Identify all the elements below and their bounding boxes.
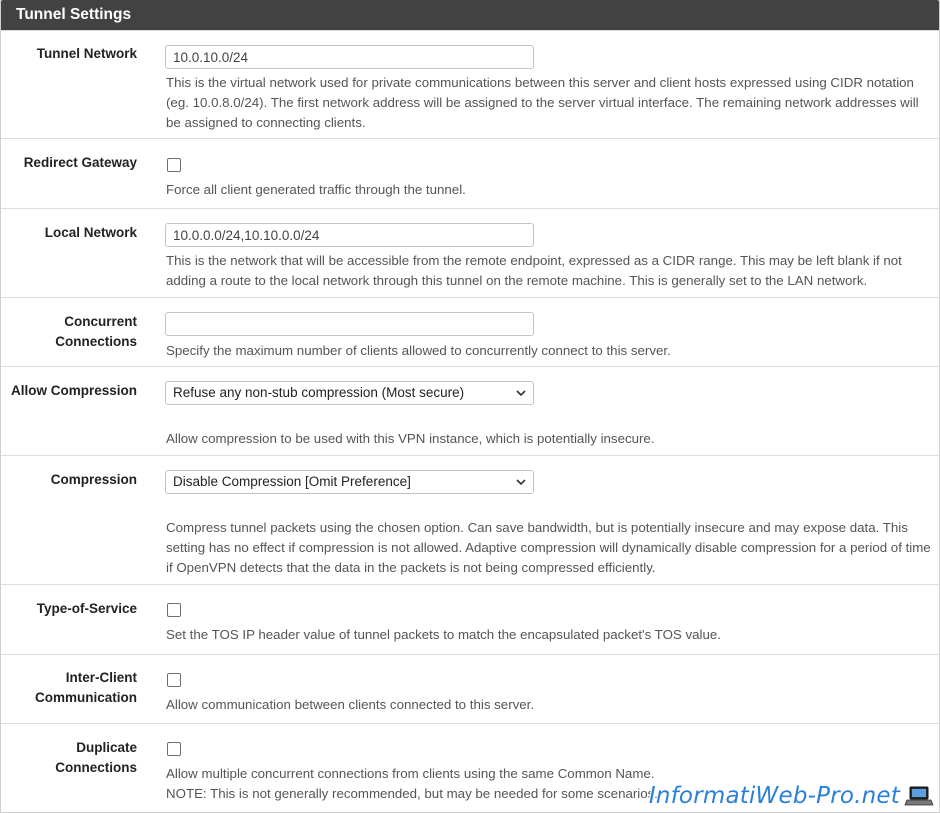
inter-client-label-line1: Inter-Client <box>65 670 137 685</box>
compression-row <box>1 455 939 584</box>
concurrent-connections-label-line1: Concurrent <box>64 314 137 329</box>
laptop-icon <box>904 784 934 808</box>
redirect-gateway-help: Force all client generated traffic through the tunnel. <box>166 182 466 197</box>
redirect-gateway-label: Redirect Gateway <box>23 155 137 170</box>
type-of-service-help: Set the TOS IP header value of tunnel packets to match the encapsulated packet's TOS value. <box>166 627 721 642</box>
watermark <box>649 783 934 809</box>
type-of-service-label: Type-of-Service <box>36 601 137 616</box>
compression-label: Compression <box>50 472 137 487</box>
tunnel-network-label: Tunnel Network <box>36 46 137 61</box>
allow-compression-select[interactable] <box>165 381 534 405</box>
duplicate-connections-label-line1: Duplicate <box>76 740 137 755</box>
duplicate-connections-help-line2: NOTE: This is not generally recommended, but may be needed for some scenarios. <box>166 786 658 801</box>
tunnel-network-row <box>1 30 939 138</box>
redirect-gateway-row <box>1 138 939 208</box>
compression-selected: Disable Compression [Omit Preference] <box>173 474 411 489</box>
chevron-down-icon <box>515 386 527 400</box>
type-of-service-row <box>1 584 939 654</box>
concurrent-connections-input[interactable] <box>165 312 534 336</box>
tunnel-network-input[interactable] <box>165 45 534 69</box>
allow-compression-selected: Refuse any non-stub compression (Most secure) <box>173 385 465 400</box>
local-network-help: This is the network that will be accessible from the remote endpoint, expressed as a CIDR range. This may be left blank if not adding a route to the local network through this tunnel on the remote machine. This is generally set to the LAN network. <box>166 253 902 288</box>
duplicate-connections-checkbox[interactable] <box>167 742 181 756</box>
concurrent-connections-row <box>1 297 939 366</box>
watermark-text: InformatiWeb-Pro.net <box>648 783 900 809</box>
duplicate-connections-label-line2: Connections <box>55 760 137 775</box>
duplicate-connections-label <box>55 738 137 778</box>
inter-client-label <box>35 668 137 708</box>
compression-select[interactable] <box>165 470 534 494</box>
allow-compression-row <box>1 366 939 455</box>
local-network-label: Local Network <box>44 225 137 240</box>
redirect-gateway-checkbox[interactable] <box>167 158 181 172</box>
concurrent-connections-label <box>55 312 137 352</box>
concurrent-connections-help: Specify the maximum number of clients allowed to concurrently connect to this server. <box>166 343 671 358</box>
type-of-service-checkbox[interactable] <box>167 603 181 617</box>
inter-client-label-line2: Communication <box>34 690 137 705</box>
inter-client-row <box>1 654 939 723</box>
chevron-down-icon <box>515 475 527 489</box>
compression-help: Compress tunnel packets using the chosen option. Can save bandwidth, but is potentially insecure and may expose data. This setting has no effect if compression is not allowed. Adaptive compression will dynamically disable compression for a period of time if OpenVPN detects that the data in the packets is not being compressed efficiently. <box>166 520 931 575</box>
duplicate-connections-help-line1: Allow multiple concurrent connections from clients using the same Common Name. <box>166 766 655 781</box>
concurrent-connections-label-line2: Connections <box>55 334 137 349</box>
local-network-input[interactable] <box>165 223 534 247</box>
inter-client-help: Allow communication between clients connected to this server. <box>166 697 535 712</box>
tunnel-network-help: This is the virtual network used for private communications between this server and client hosts expressed using CIDR notation (eg. 10.0.8.0/24). The first network address will be assigned to the server virtual interface. The remaining network addresses will be assigned to connecting clients. <box>166 75 919 130</box>
allow-compression-help: Allow compression to be used with this VPN instance, which is potentially insecure. <box>166 431 655 446</box>
inter-client-checkbox[interactable] <box>167 673 181 687</box>
allow-compression-label: Allow Compression <box>10 383 137 398</box>
local-network-row <box>1 208 939 297</box>
panel-title: Tunnel Settings <box>1 0 939 30</box>
